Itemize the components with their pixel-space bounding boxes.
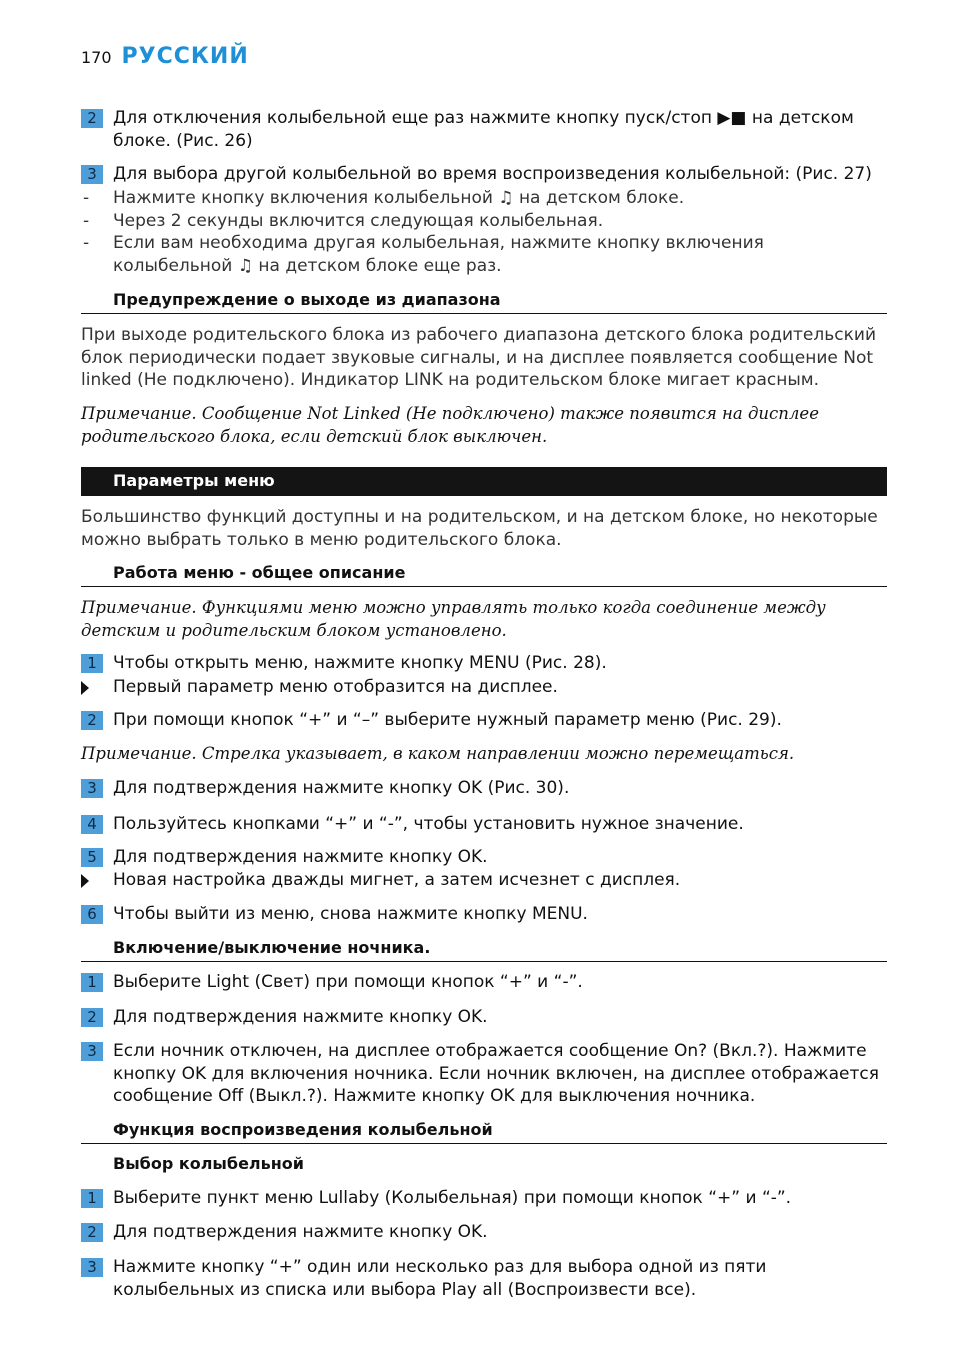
step-number: 3 [81,1042,103,1061]
language-title: РУССКИЙ [121,44,249,69]
result-text: Первый параметр меню отобразится на дисплее. [113,677,558,697]
note: Примечание. Стрелка указывает, в каком направлении можно перемещаться. [81,744,795,763]
list-item-text: Нажмите кнопку включения колыбельной ♫ на детском блоке. [113,188,685,208]
step-item [81,107,887,152]
subsection-heading-text: Выбор колыбельной [113,1154,305,1173]
step-number: 1 [81,1189,103,1208]
section-heading [81,937,887,962]
step-item [81,971,887,994]
step-text: Для отключения колыбельной еще раз нажмите кнопку пуск/стоп ▶■ на детском блоке. (Рис. 26) [113,108,854,151]
paragraph: При выходе родительского блока из рабочего диапазона детского блока родительский блок периодически подает звуковые сигналы, и на дисплее появляется сообщение Not linked (Не подключено). Индикатор LINK на родительском блоке мигает красным. [81,325,876,390]
step-text: Чтобы открыть меню, нажмите кнопку MENU (Рис. 28). [113,653,607,673]
page-header [81,46,249,76]
section-heading [81,562,887,587]
section-heading-text: Работа меню - общее описание [113,563,406,582]
step-number: 5 [81,848,103,867]
step-text: Если ночник отключен, на дисплее отображается сообщение On? (Вкл.?). Нажмите кнопку OK для включения ночника. Если ночник включен, на дисплее отображается сообщение Off (Выкл.?). Нажмите кнопку OK для выключения ночника. [113,1041,879,1106]
step-text: Выберите пункт меню Lullaby (Колыбельная) при помощи кнопок “+” и “-”. [113,1188,792,1208]
step-text: Для подтверждения нажмите кнопку OK. [113,1222,488,1242]
step-number: 3 [81,779,103,798]
list-item-text: Через 2 секунды включится следующая колыбельная. [113,211,604,231]
step-item [81,1256,887,1301]
step-text: Пользуйтесь кнопками “+” и “-”, чтобы установить нужное значение. [113,814,744,834]
result-arrow-icon [81,681,89,695]
step-text: Выберите Light (Свет) при помощи кнопок “+” и “-”. [113,972,583,992]
step-item [81,652,887,675]
section-heading [81,289,887,314]
step-text: Для подтверждения нажмите кнопку OK (Рис. 30). [113,778,570,798]
step-text: Для подтверждения нажмите кнопку OK. [113,847,488,867]
section-heading [81,1119,887,1144]
step-item [81,709,887,732]
step-item [81,163,887,186]
step-number: 2 [81,1008,103,1027]
note: Примечание. Функциями меню можно управлять только когда соединение между детским и родительским блоком установлено. [81,598,826,640]
subsection-heading [81,1153,887,1176]
result-arrow-icon [81,874,89,888]
step-text: Для выбора другой колыбельной во время воспроизведения колыбельной: (Рис. 27) [113,164,872,184]
list-item: - Нажмите кнопку включения колыбельной ♫ на детском блоке. [81,187,887,210]
page-number: 170 [81,48,112,67]
step-text: Нажмите кнопку “+” один или несколько раз для выбора одной из пяти колыбельных из списка или выбора Play all (Воспроизвести все). [113,1257,767,1300]
step-number: 2 [81,1223,103,1242]
list-item: - Через 2 секунды включится следующая колыбельная. [81,210,887,233]
result-item [81,676,887,699]
paragraph: Большинство функций доступны и на родительском, и на детском блоке, но некоторые можно выбрать только в меню родительского блока. [81,507,878,550]
result-text: Новая настройка дважды мигнет, а затем исчезнет с дисплея. [113,870,681,890]
step-item [81,1040,887,1108]
section-heading-text: Включение/выключение ночника. [113,938,431,957]
result-item [81,869,887,892]
step-item [81,1187,887,1210]
list-item: - Если вам необходима другая колыбельная, нажмите кнопку включения колыбельной ♫ на детском блоке еще раз. [81,232,887,277]
section-heading-text: Функция воспроизведения колыбельной [113,1120,493,1139]
step-text: Чтобы выйти из меню, снова нажмите кнопку MENU. [113,904,588,924]
step-number: 1 [81,654,103,673]
step-item [81,1006,887,1029]
step-text: Для подтверждения нажмите кнопку OK. [113,1007,488,1027]
step-number: 1 [81,973,103,992]
section-heading-text: Предупреждение о выходе из диапазона [113,290,501,309]
step-item [81,846,887,869]
step-number: 3 [81,165,103,184]
step-number: 6 [81,905,103,924]
list-item-text: Если вам необходима другая колыбельная, нажмите кнопку включения колыбельной ♫ на детском блоке еще раз. [113,233,764,276]
step-number: 4 [81,815,103,834]
step-item [81,903,887,926]
section-bar [81,467,887,496]
note: Примечание. Сообщение Not Linked (Не подключено) также появится на дисплее родительского блока, если детский блок выключен. [81,404,819,446]
step-item [81,813,887,836]
step-text: При помощи кнопок “+” и “–” выберите нужный параметр меню (Рис. 29). [113,710,782,730]
step-number: 3 [81,1258,103,1277]
step-item [81,777,887,800]
step-number: 2 [81,109,103,128]
step-item [81,1221,887,1244]
step-number: 2 [81,711,103,730]
section-bar-title: Параметры меню [113,471,275,490]
